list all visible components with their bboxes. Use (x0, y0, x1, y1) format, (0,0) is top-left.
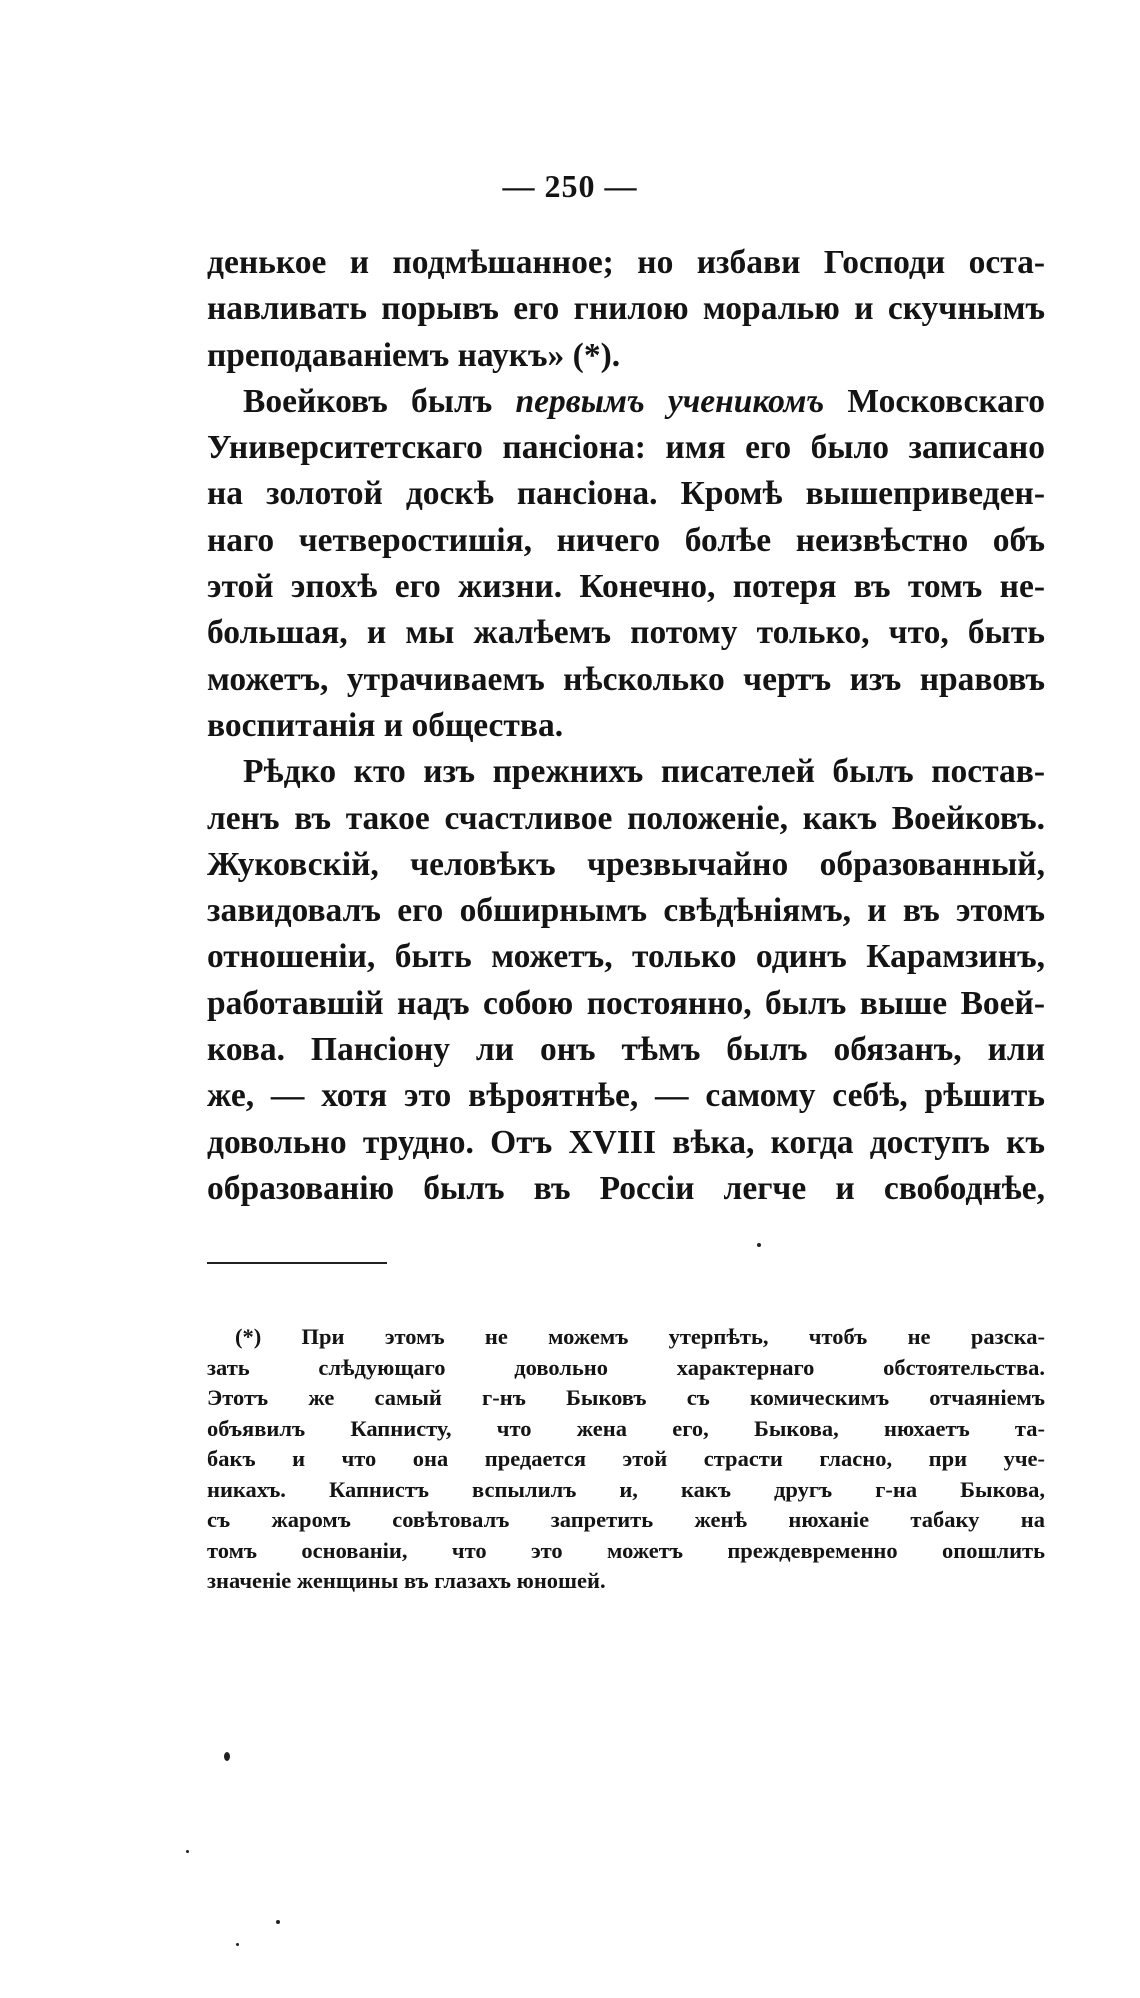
text-fragment: Московскаго (824, 382, 1046, 420)
text-line: кова. Пансіону ли онъ тѣмъ былъ обязанъ, или (207, 1031, 1045, 1069)
page-number: — 250 — (502, 168, 638, 204)
scan-speck (186, 1850, 189, 1853)
scan-speck (236, 1943, 239, 1946)
text-line: работавшій надъ собою постоянно, былъ выше Воей- (207, 984, 1045, 1022)
text-line: завидовалъ его обширнымъ свѣдѣніямъ, и въ этомъ (207, 892, 1045, 930)
footnote-line: Этотъ же самый г-нъ Быковъ съ комическимъ отчаяніемъ (207, 1385, 1045, 1410)
text-fragment: Воейковъ былъ (243, 382, 516, 420)
main-text (207, 240, 1045, 1212)
text-line: наго четверостишія, ничего болѣе неизвѣстно объ (207, 521, 1045, 559)
text-line-with-italic (207, 379, 1045, 425)
footnote-line: никахъ. Капнистъ вспылилъ и, какъ другъ г-на Быкова, (207, 1476, 1045, 1502)
text-line: этой эпохѣ его жизни. Конечно, потеря въ томъ не- (207, 568, 1045, 606)
text-line: на золотой доскѣ пансіона. Кромѣ вышеприведен- (207, 475, 1045, 513)
text-line: Рѣдко кто изъ прежнихъ писателей былъ постав- (243, 753, 1045, 791)
footnote-line: (*) При этомъ не можемъ утерпѣть, чтобъ не разска- (235, 1324, 1045, 1349)
italic-phrase: первымъ ученикомъ (515, 382, 825, 420)
text-line: денькое и подмѣшанное; но избави Господи оста- (207, 244, 1045, 281)
text-line: воспитанія и общества. (207, 706, 564, 744)
footnote-separator (207, 1262, 387, 1264)
text-line: отношеніи, быть можетъ, только одинъ Карамзинъ, (207, 938, 1045, 976)
text-line: преподаваніемъ наукъ» (*). (207, 336, 621, 374)
footnote-line: бакъ и что она предается этой страсти гласно, при уче- (207, 1446, 1045, 1471)
text-line: ленъ въ такое счастливое положеніе, какъ Воейковъ. (207, 799, 1045, 837)
footnote (207, 1322, 1045, 1597)
text-line: большая, и мы жалѣемъ потому только, что, быть (207, 614, 1045, 652)
scan-speck (224, 1752, 230, 1761)
scan-speck (757, 1243, 761, 1247)
text-line: можетъ, утрачиваемъ нѣсколько чертъ изъ нравовъ (207, 660, 1045, 698)
text-line: образованію былъ въ Россіи легче и свободнѣе, (207, 1169, 1045, 1207)
scan-speck (276, 1920, 280, 1924)
footnote-line: значеніе женщины въ глазахъ юношей. (207, 1568, 606, 1593)
footnote-line: томъ основаніи, что это можетъ преждевременно опошлить (207, 1537, 1045, 1563)
footnote-line: съ жаромъ совѣтовалъ запретить женѣ нюханіе табаку на (207, 1507, 1045, 1532)
text-line: Жуковскій, человѣкъ чрезвычайно образованный, (207, 845, 1045, 883)
text-line: Университетскаго пансіона: имя его было записано (207, 429, 1045, 467)
footnote-line: объявилъ Капнисту, что жена его, Быкова, нюхаетъ та- (207, 1415, 1045, 1441)
text-line: навливать порывъ его гнилою моралью и скучнымъ (207, 290, 1045, 328)
footnote-line: зать слѣдующаго довольно характернаго обстоятельства. (207, 1354, 1045, 1380)
text-line: довольно трудно. Отъ XVIII вѣка, когда доступъ къ (207, 1123, 1045, 1161)
text-line: же, — хотя это вѣроятнѣе, — самому себѣ, рѣшить (207, 1077, 1045, 1115)
